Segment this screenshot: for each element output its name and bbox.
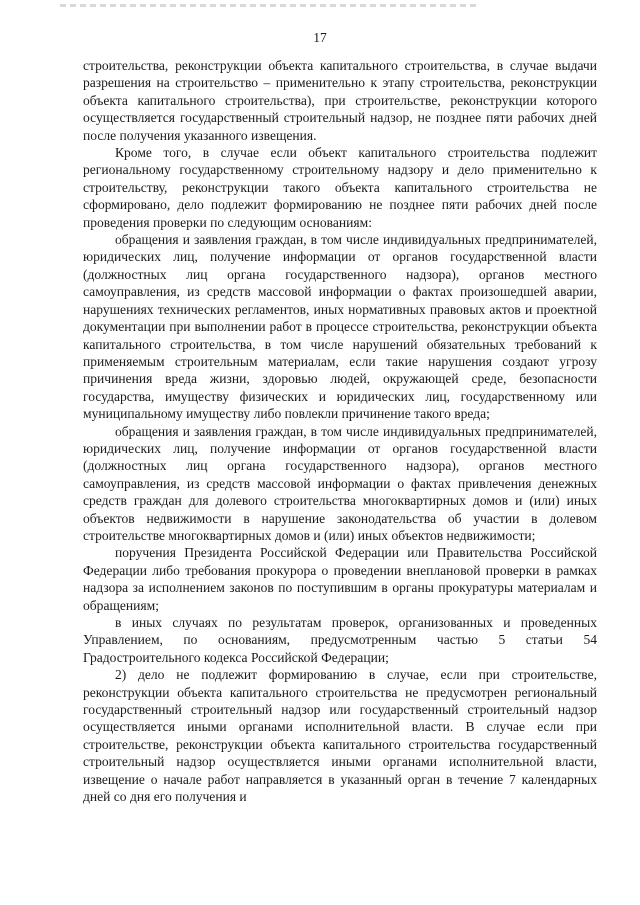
paragraph-6: в иных случаях по результатам проверок, организованных и проведенных Управлением, по основаниям, предусмотренным частью 5 статьи 54 Градостроительного кодекса Российской Федерации; [83,615,597,665]
page-number: 17 [313,30,327,45]
paragraph-5: поручения Президента Российской Федерации или Правительства Российской Федерации либо требования прокурора о проведении внеплановой проверки в рамках надзора за исполнением законов по поступившим в органы прокуратуры материалам и обращениям; [83,545,597,613]
paragraph-1: строительства, реконструкции объекта капитального строительства, в случае выдачи разрешения на строительство – применительно к этапу строительства, реконструкции объекта капитального строительства), при строительстве, реконструкции которого осуществляется государственный строительный надзор, не позднее пяти рабочих дней после получения указанного извещения. [83,58,597,143]
scan-header-noise [60,4,480,7]
document-body [83,57,597,805]
paragraph-4: обращения и заявления граждан, в том числе индивидуальных предпринимателей, юридических лиц, получение информации от органов государственной власти (должностных лиц органа государственного надзора), органов местного самоуправления, из средств массовой информации о фактах привлечения денежных средств граждан для долевого строительства многоквартирных домов и (или) иных объектов недвижимости в нарушение законодательства об участии в долевом строительстве многоквартирных домов и (или) иных объектов недвижимости; [83,423,597,543]
paragraph-7: 2) дело не подлежит формированию в случае, если при строительстве, реконструкции объекта капитального строительства не предусмотрен региональный государственный строительный надзор или государственный строительный надзор осуществляется иными органами исполнительной власти. В случае если при строительстве, реконструкции объекта капитального строительства государственный строительный надзор осуществляется иными органами исполнительной власти, извещение о начале работ направляется в указанный орган в течение 7 календарных дней со дня его получения и [83,667,597,805]
paragraph-2: Кроме того, в случае если объект капитального строительства подлежит региональному государственному строительному надзору и дело применительно к строительству, реконструкции такого объекта капитального строительства не сформировано, дело подлежит формированию не позднее пяти рабочих дней после проведения проверки по следующим основаниям: [83,145,597,230]
paragraph-3: обращения и заявления граждан, в том числе индивидуальных предпринимателей, юридических лиц, получение информации от органов государственной власти (должностных лиц органа государственного надзора), органов местного самоуправления, из средств массовой информации о фактах произошедшей аварии, нарушениях технических регламентов, иных нормативных правовых актов и проектной документации при выполнении работ в процессе строительства, реконструкции объекта капитального строительства, в том числе нарушений обязательных требований к применяемым строительным материалам, если такие нарушения создают угрозу причинения вреда жизни, здоровью людей, окружающей среде, безопасности государства, имуществу физических и юридических лиц, государственному или муниципальному имуществу либо повлекли причинение такого вреда; [83,232,597,422]
